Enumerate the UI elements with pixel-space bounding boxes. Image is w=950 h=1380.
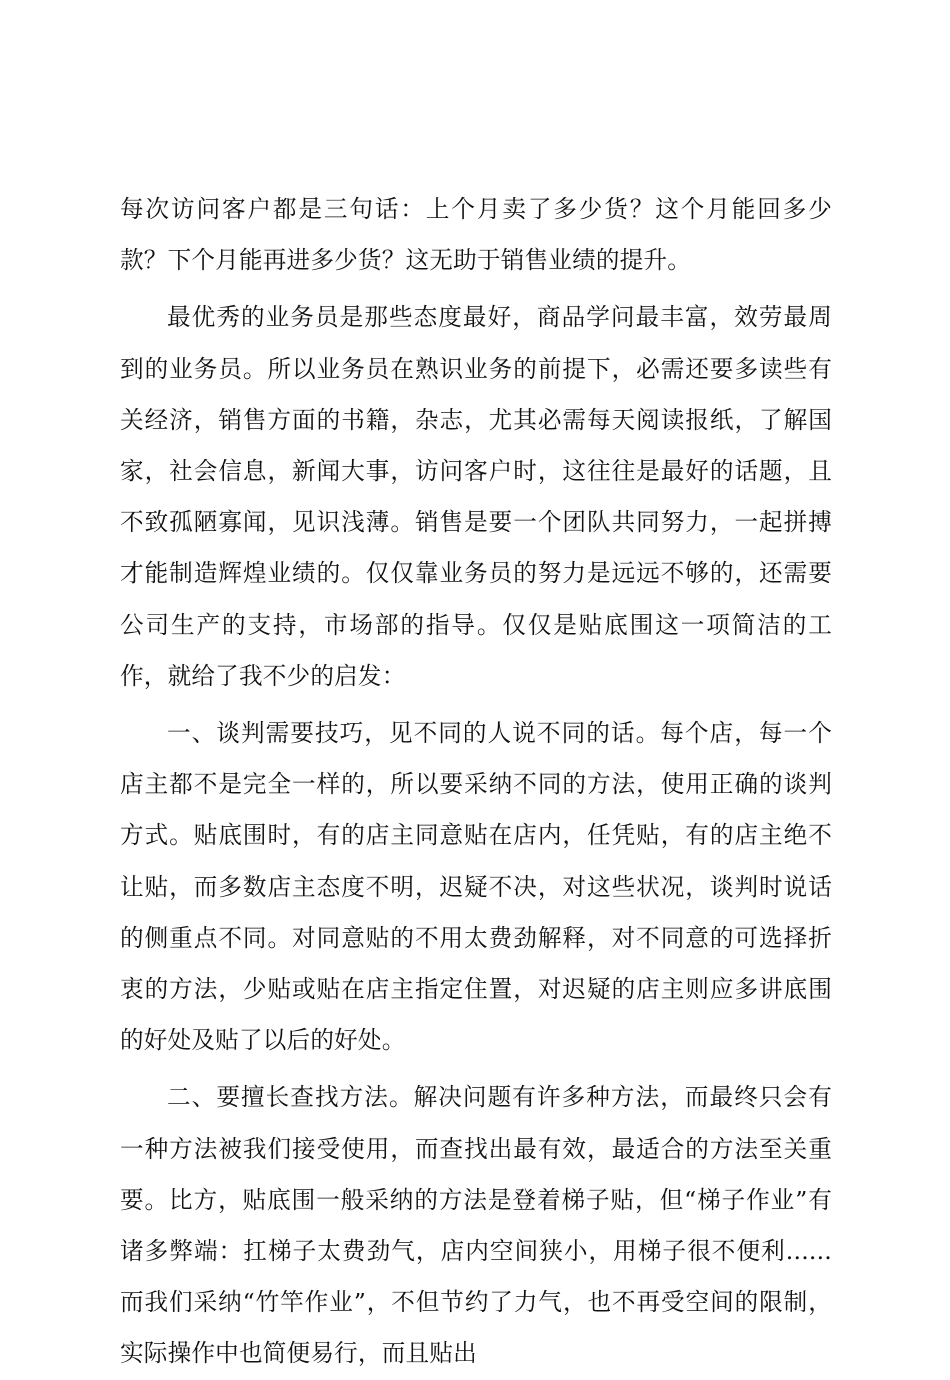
paragraph-1: 每次访问客户都是三句话：上个月卖了多少货？这个月能回多少款？下个月能再进多少货？这无助于销售业绩的提升。: [120, 195, 832, 275]
paragraph-3: 一、谈判需要技巧，见不同的人说不同的话。每个店，每一个店主都不是完全一样的，所以要采纳不同的方法，使用正确的谈判方式。贴底围时，有的店主同意贴在店内，任凭贴，有的店主绝不让贴，而多数店主态度不明，迟疑不决，对这些状况，谈判时说话的侧重点不同。对同意贴的不用太费劲解释，对不同意的可选择折衷的方法，少贴或贴在店主指定住置，对迟疑的店主则应多讲底围的好处及贴了以后的好处。: [120, 719, 832, 1055]
document-body: [120, 184, 832, 1380]
paragraph-2: 最优秀的业务员是那些态度最好，商品学问最丰富，效劳最周到的业务员。所以业务员在熟识业务的前提下，必需还要多读些有关经济，销售方面的书籍，杂志，尤其必需每天阅读报纸，了解国家，社会信息，新闻大事，访问客户时，这往往是最好的话题，且不致孤陋寡闻，见识浅薄。销售是要一个团队共同努力，一起拼搏才能制造辉煌业绩的。仅仅靠业务员的努力是远远不够的，还需要公司生产的支持，市场部的指导。仅仅是贴底围这一项简洁的工作，就给了我不少的启发：: [120, 303, 832, 690]
paragraph-4: 二、要擅长查找方法。解决问题有许多种方法，而最终只会有一种方法被我们接受使用，而查找出最有效，最适合的方法至关重要。比方，贴底围一般采纳的方法是登着梯子贴，但“梯子作业”有诸多弊端：扛梯子太费劲气，店内空间狭小，用梯子很不便利......而我们采纳“竹竿作业”，不但节约了力气，也不再受空间的限制，实际操作中也简便易行，而且贴出: [120, 1083, 832, 1368]
